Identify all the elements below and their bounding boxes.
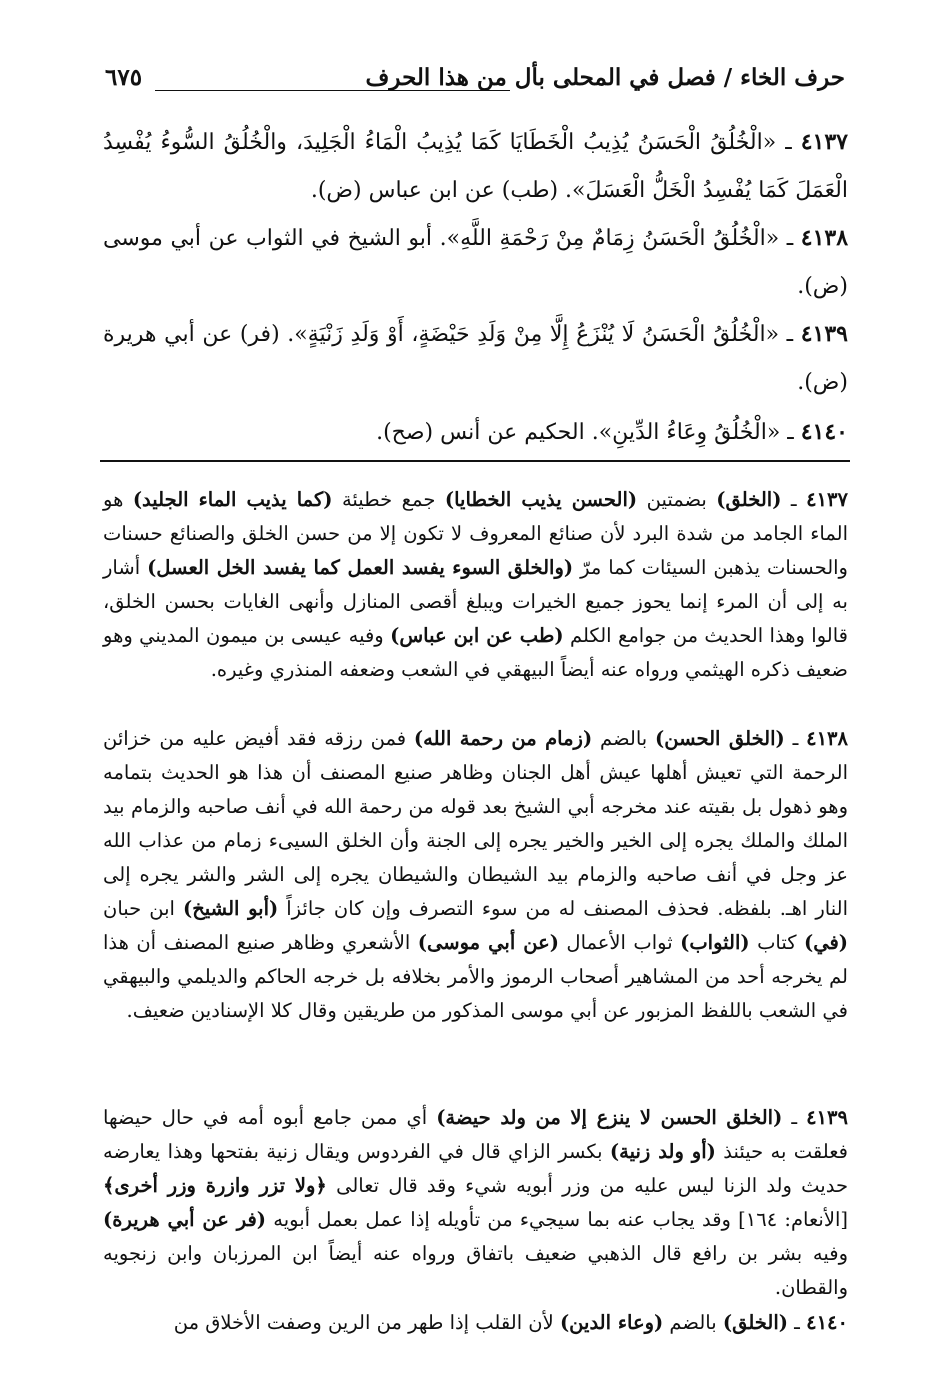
note-quoted-phrase: (كما يذيب الماء الجليد) (132, 488, 333, 511)
note-quoted-phrase: (طب عن ابن عباس) (390, 624, 564, 647)
note-quoted-phrase: (زمام من رحمة الله) (413, 727, 593, 750)
note-quoted-phrase: (والخلق السوء يفسد العمل كما يفسد الخل العسل) (147, 556, 574, 579)
note-quoted-phrase: (عن أبي موسى) (417, 931, 559, 954)
hadith-text: «الْخُلُقُ الْحَسَنُ يُذِيبُ الْخَطَايَا كَمَا يُذِيبُ الْمَاءُ الْجَلِيدَ، والْخُلُقُ السُّوءُ يُفْسِدُ الْعَمَلَ كَمَا يُفْسِدُ الْخَلُّ الْعَسَلَ». (103, 130, 848, 203)
page-number: ٦٧٥ (105, 64, 143, 91)
note-quoted-phrase: ﴿ولا تزر وازرة وزر أخرى﴾ (103, 1174, 327, 1197)
hadith-text: «الْخُلُقُ وِعَاءُ الدِّينِ». (591, 420, 781, 445)
note-quoted-phrase: (أو ولد زنية) (609, 1140, 716, 1163)
note-commentary-text: بالضم (592, 727, 656, 750)
note-commentary-text: لأن القلب إذا طهر من الرين وصفت الأخلاق من (173, 1311, 560, 1334)
commentary-note: ٤١٣٨ ـ (الخلق الحسن) بالضم (زمام من رحمة الله) فمن رزقه فقد أفيض عليه من خزائن الرحمة التي تعيش أهلها عيش أهل الجنان وظاهر صنيع المصنف أن هذا هو الحديث بتمامه وهو ذهول بل بقيته عند مخرجه أبي الشيخ بعد قوله من رحمة الله في أنف صاحبه والزمام بيد الملك والملك يجره إلى الخير والخير يجره إلى الجنة وأن الخلق السيىء زمام من عذاب الله عز وجل في أنف صاحبه والزمام بيد الشيطان والشيطان يجره إلى الشر والشر يجره إلى النار اهـ. بلفظه. فحذف المصنف له من سوء التصرف وإن كان جائزاً (أبو الشيخ) ابن حبان (في) كتاب (الثواب) ثواب الأعمال (عن أبي موسى) الأشعري وظاهر صنيع المصنف أن هذا لم يخرجه أحد من المشاهير أصحاب الرموز والأمر بخلافه بل خرجه الحاكم والديلمي والبيهقي في الشعب باللفظ المزبور عن أبي موسى المذكور من طريقين وقال كلا الإسنادين ضعيف. (103, 727, 848, 1022)
note-quoted-phrase: (الخلق الحسن) (655, 727, 785, 750)
commentary-note: ٤١٣٧ ـ (الخلق) بضمتين (الحسن يذيب الخطايا) جمع خطيئة (كما يذيب الماء الجليد) هو الماء الجامد من شدة البرد لأن صنائع المعروف لا تكون إلا من حسن الخلق والصنائع حسنات والحسنات يذهبن السيئات كما مرّ (والخلق السوء يفسد العمل كما يفسد الخل العسل) أشار به إلى أن المرء إنما يحوز جميع الخيرات ويبلغ أقصى المنازل وأنهى الغايات بحسن الخلق، قالوا وهذا الحديث من جوامع الكلم (طب عن ابن عباس) وفيه عيسى بن ميمون المديني وهو ضعيف ذكره الهيثمي ورواه عنه أيضاً البيهقي في الشعب وضعفه المنذري وغيره. (103, 488, 849, 681)
note-commentary-text: جمع خطيئة (332, 488, 445, 511)
note-commentary-text: هو الماء الجامد من شدة البرد لأن صنائع المعروف لا تكون إلا من حسن الخلق والصنائع حسنات والحسنات يذهبن السيئات كما مرّ (103, 488, 848, 579)
note-commentary-text: [الأنعام: ١٦٤] وقد يجاب عنه بما سيجيء من تأويله إذا عمل بعمل أبويه (266, 1208, 848, 1231)
note-commentary-text: بالضم (663, 1311, 723, 1334)
note-text (174, 1311, 788, 1334)
note-commentary-text: أي ممن جامع أبوه أمه في حال حيضها فعلقت به حيئنذ (103, 1106, 848, 1163)
running-title: حرف الخاء / فصل في المحلى بأل من هذا الحرف (365, 64, 845, 91)
note-commentary-text: وفيه بشر بن رافع قال الذهبي ضعيف باتفاق ورواه عنه أيضاً ابن المرزبان وابن زنجويه والقطان. (103, 1242, 848, 1299)
hadith-number: ٤١٣٧ (800, 129, 848, 155)
note-commentary-text: بكسر الزاي قال في الفردوس ويقال زنية بفتحها وهذا يعارضه حديث ولد الزنا ليس عليه من وزر أبويه شيء وقد قال تعالى (103, 1140, 849, 1197)
note-quoted-phrase: (الخلق) (722, 1311, 788, 1334)
note-commentary-text: أشار به إلى أن المرء إنما يحوز جميع الخيرات ويبلغ أقصى المنازل وأنهى الغايات بحسن الخلق، قالوا وهذا الحديث من جوامع الكلم (103, 556, 849, 647)
hadith-number: ٤١٣٩ (800, 321, 848, 347)
note-number: ٤١٣٧ (806, 488, 848, 511)
hadith-text: «الْخُلُقُ الْحَسَنُ زِمَامٌ مِنْ رَحْمَةِ اللَّهِ». (439, 226, 780, 251)
note-commentary-text: بضمتين (637, 488, 717, 511)
hadith-entry: ٤١٣٨ ـ «الْخُلُقُ الْحَسَنُ زِمَامٌ مِنْ رَحْمَةِ اللَّهِ». أبو الشيخ في الثواب عن أبي موسى (ض). (103, 225, 849, 299)
note-commentary-text: كتاب (749, 931, 804, 954)
note-number: ٤١٤٠ (806, 1311, 848, 1334)
commentary-note: ٤١٣٩ ـ (الخلق الحسن لا ينزع إلا من ولد حيضة) أي ممن جامع أبوه أمه في حال حيضها فعلقت به حيئنذ (أو ولد زنية) بكسر الزاي قال في الفردوس ويقال زنية بفتحها وهذا يعارضه حديث ولد الزنا ليس عليه من وزر أبويه شيء وقد قال تعالى ﴿ولا تزر وازرة وزر أخرى﴾ [الأنعام: ١٦٤] وقد يجاب عنه بما سيجيء من تأويله إذا عمل بعمل أبويه (فر عن أبي هريرة) وفيه بشر بن رافع قال الذهبي ضعيف باتفاق ورواه عنه أيضاً ابن المرزبان وابن زنجويه والقطان. (103, 1106, 849, 1299)
note-text (103, 1106, 848, 1299)
hadith-entry: ٤١٣٩ ـ «الْخُلُقُ الْحَسَنُ لَا يُنْزَعُ إِلَّا مِنْ وَلَدِ حَيْضَةٍ، أَوْ وَلَدِ زَنْيَةٍ». (فر) عن أبي هريرة (ض). (103, 321, 848, 395)
header-rule (155, 90, 510, 91)
note-text (103, 727, 848, 1022)
note-quoted-phrase: (الخلق الحسن لا ينزع إلا من ولد حيضة) (436, 1106, 783, 1129)
note-quoted-phrase: (فر عن أبي هريرة) (103, 1208, 267, 1231)
hadith-number: ٤١٤٠ (800, 419, 848, 445)
hadith-source: (طب) عن ابن عباس (ض). (310, 178, 559, 203)
note-commentary-text: ابن حبان (103, 897, 183, 920)
hadith-source: الحكيم عن أنس (صح). (376, 420, 585, 445)
hadith-source: (فر) عن أبي هريرة (ض). (103, 322, 848, 395)
note-quoted-phrase: (الثواب) (680, 931, 750, 954)
note-quoted-phrase: (الحسن يذيب الخطايا) (444, 488, 638, 511)
page-header (105, 58, 845, 102)
footnote-divider (100, 460, 850, 462)
note-number: ٤١٣٩ (806, 1106, 848, 1129)
note-quoted-phrase: (أبو الشيخ) (182, 897, 279, 920)
commentary-note: ٤١٤٠ ـ (الخلق) بالضم (وعاء الدين) لأن القلب إذا طهر من الرين وصفت الأخلاق من (173, 1311, 848, 1334)
note-quoted-phrase: (في) (803, 931, 848, 954)
hadith-number: ٤١٣٨ (800, 225, 849, 251)
hadith-text: «الْخُلُقُ الْحَسَنُ لَا يُنْزَعُ إِلَّا مِنْ وَلَدِ حَيْضَةٍ، أَوْ وَلَدِ زَنْيَةٍ». (287, 322, 780, 347)
note-commentary-text: ثواب الأعمال (558, 931, 681, 954)
hadith-entry: ٤١٤٠ ـ «الْخُلُقُ وِعَاءُ الدِّينِ». الحكيم عن أنس (صح). (376, 419, 848, 445)
note-number: ٤١٣٨ (806, 727, 848, 750)
note-quoted-phrase: (وعاء الدين) (559, 1311, 664, 1334)
note-commentary-text: وفيه عيسى بن ميمون المديني وهو ضعيف ذكره الهيثمي ورواه عنه أيضاً البيهقي في الشعب وضعفه المنذري وغيره. (103, 624, 848, 681)
hadith-source: أبو الشيخ في الثواب عن أبي موسى (ض). (103, 226, 848, 299)
note-quoted-phrase: (الخلق) (716, 488, 782, 511)
note-commentary-text: الأشعري وظاهر صنيع المصنف أن هذا لم يخرجه أحد من المشاهير أصحاب الرموز والأمر بخلافه بل خرجه الحاكم والديلمي والبيهقي في الشعب باللفظ المزبور عن أبي موسى المذكور من طريقين وقال كلا الإسنادين ضعيف. (103, 931, 848, 1022)
hadith-entry: ٤١٣٧ ـ «الْخُلُقُ الْحَسَنُ يُذِيبُ الْخَطَايَا كَمَا يُذِيبُ الْمَاءُ الْجَلِيدَ، والْخُلُقُ السُّوءُ يُفْسِدُ الْعَمَلَ كَمَا يُفْسِدُ الْخَلُّ الْعَسَلَ». (طب) عن ابن عباس (ض). (103, 129, 848, 203)
note-text (103, 488, 848, 681)
note-commentary-text: فمن رزقه فقد أفيض عليه من خزائن الرحمة التي تعيش أهلها عيش أهل الجنان وظاهر صنيع المصنف أن هذا هو الحديث بتمامه وهو ذهول بل بقيته عند مخرجه أبي الشيخ بعد قوله من رحمة الله في أنف صاحبه والزمام بيد الملك والملك يجره إلى الخير والخير يجره إلى الجنة وأن الخلق السيىء زمام من عذاب الله عز وجل في أنف صاحبه والزمام بيد الشيطان والشيطان يجره إلى الشر والشر يجره إلى النار اهـ. بلفظه. فحذف المصنف له من سوء التصرف وإن كان جائزاً (103, 727, 848, 920)
